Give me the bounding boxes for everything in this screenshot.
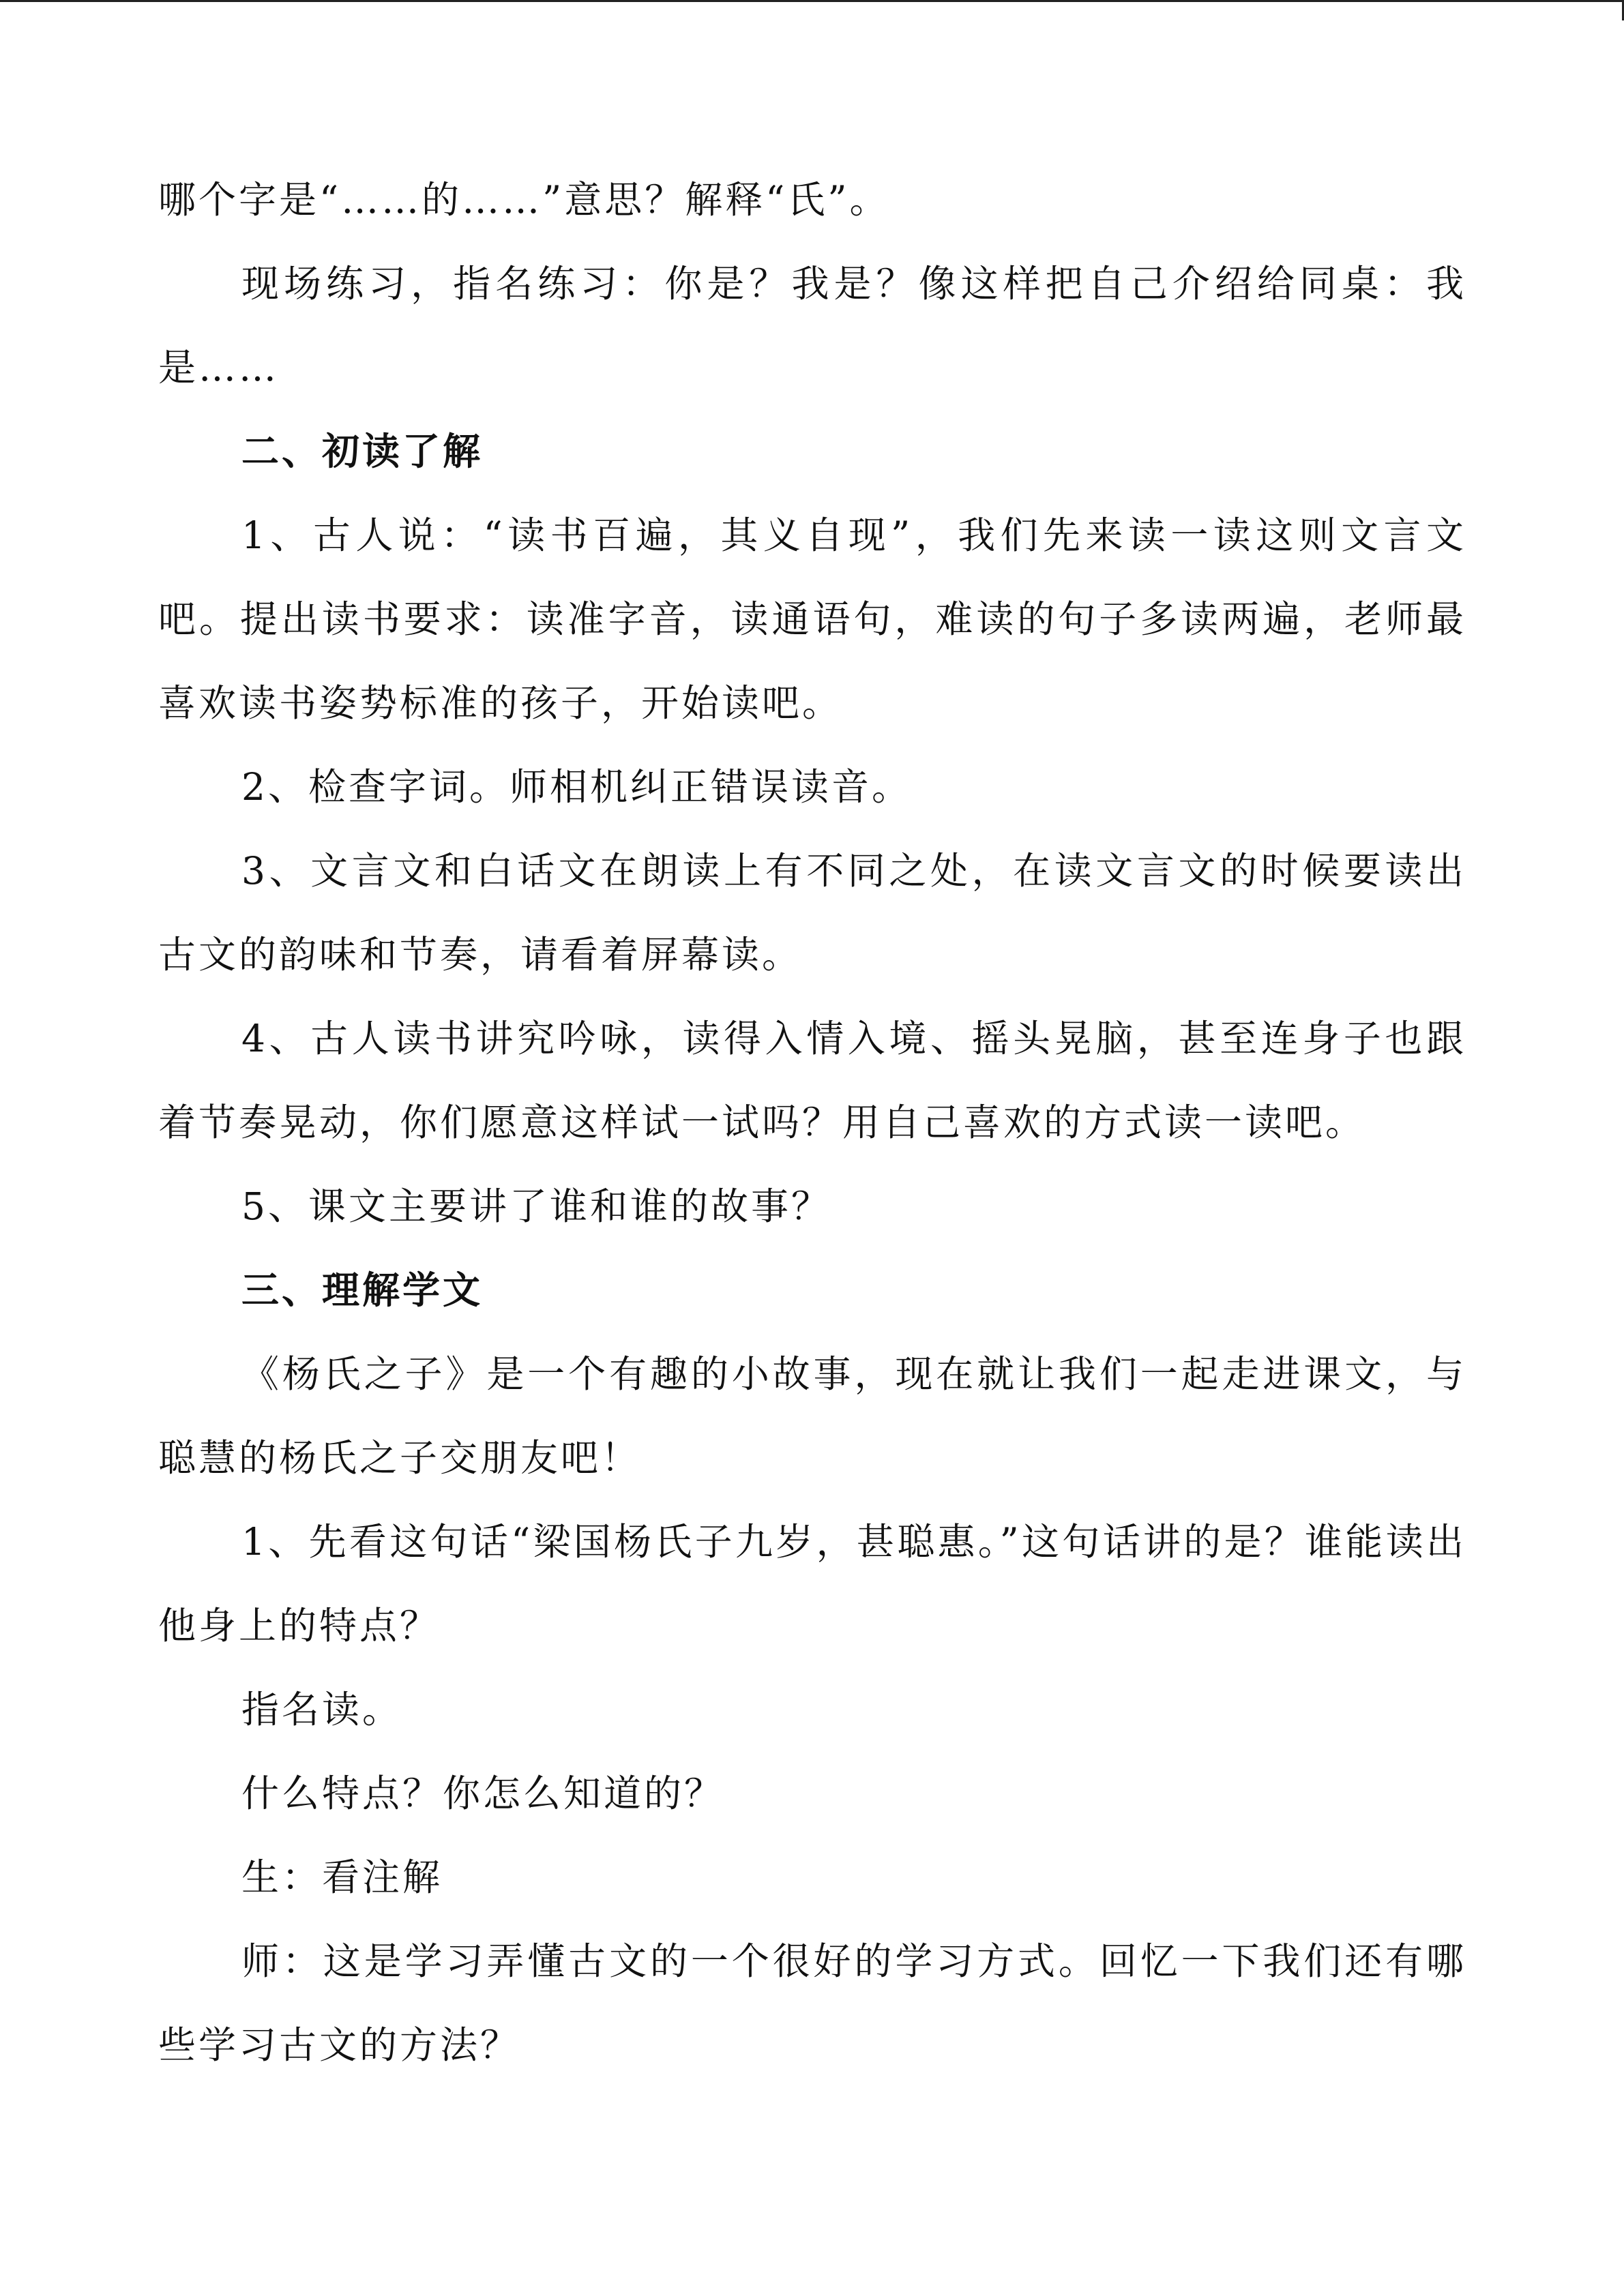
paragraph: 什么特点？你怎么知道的？ <box>241 1772 725 1815</box>
paragraph: 1、先看这句话“梁国杨氏子九岁，甚聪惠。”这句话讲的是？谁能读出他身上的特点？ <box>158 1520 1466 1648</box>
paragraph: 指名读。 <box>241 1688 403 1731</box>
paragraph: 3、文言文和白话文在朗读上有不同之处，在读文言文的时候要读出古文的韵味和节奏，请看着屏幕读。 <box>158 849 1466 976</box>
paragraph: 生：看注解 <box>241 1855 443 1899</box>
section-heading: 二、初读了解 <box>241 430 484 473</box>
paragraph: 4、古人读书讲究吟咏，读得入情入境、摇头晃脑，甚至连身子也跟着节奏晃动，你们愿意这样试一试吗？用自己喜欢的方式读一读吧。 <box>158 1017 1466 1144</box>
paragraph: 《杨氏之子》是一个有趣的小故事，现在就让我们一起走进课文，与聪慧的杨氏之子交朋友吧！ <box>158 1352 1466 1480</box>
paragraph: 哪个字是“……的……”意思？解释“氏”。 <box>158 178 890 222</box>
paragraph: 1、古人说：“读书百遍，其义自现”，我们先来读一读这则文言文吧。提出读书要求：读准字音，读通语句，难读的句子多读两遍，老师最喜欢读书姿势标准的孩子，开始读吧。 <box>158 513 1466 725</box>
top-border <box>0 0 1624 2</box>
section-heading: 三、理解学文 <box>241 1268 484 1312</box>
paragraph: 2、检查字词。师相机纠正错误读音。 <box>241 765 912 809</box>
document-body <box>158 158 1466 2087</box>
paragraph: 师：这是学习弄懂古文的一个很好的学习方式。回忆一下我们还有哪些学习古文的方法？ <box>158 1939 1466 2067</box>
paragraph: 现场练习，指名练习：你是？我是？像这样把自己介绍给同桌：我是…… <box>158 262 1466 389</box>
paragraph: 5、课文主要讲了谁和谁的故事？ <box>241 1184 831 1228</box>
